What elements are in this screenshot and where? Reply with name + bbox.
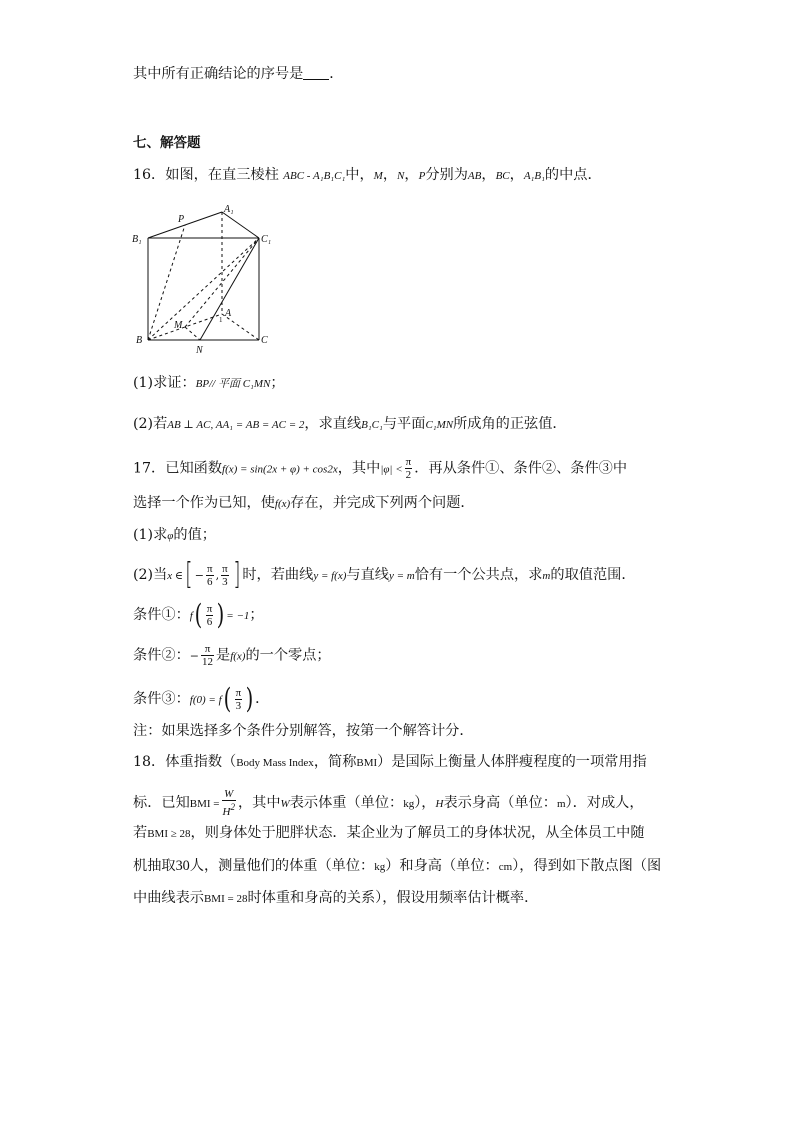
section-title: 七、解答题 bbox=[133, 135, 201, 151]
q17-condition-1: 条件①：f( $\frac{\pi}{6}$ ) = −1； bbox=[133, 598, 264, 631]
segment-NC1 bbox=[200, 238, 259, 340]
label-B: B bbox=[136, 335, 143, 346]
segment-MN bbox=[185, 327, 200, 340]
answer-blank[interactable] bbox=[303, 65, 329, 80]
q18-line2: 标．已知BMI = $\frac{W}{H^2}$ ，其中W表示体重（单位：kg），H表示身高（单位：m）．对成人， bbox=[133, 788, 644, 818]
label-B1: B₁ bbox=[132, 234, 142, 245]
label-A: A bbox=[225, 308, 232, 319]
question-number: 18． bbox=[133, 754, 166, 770]
q17-part2: (2)当x ∈[ − $\frac{\pi}{6}$ , $\frac{\pi}{3}$ ] 时，若曲线y = f(x)与直线y = m恰有一个公共点，求m的取值范围． bbox=[133, 557, 636, 592]
edge-A1C1 bbox=[222, 212, 259, 238]
q16-stem: 16．如图，在直三棱柱 ABC - A₁B₁C₁中，M，N，P分别为AB，BC，A₁B₁的中点． bbox=[133, 167, 602, 183]
q17-stem: 17．已知函数f(x) = sin(2x + φ) + cos2x，其中|φ| < $\frac{\pi}{2}$ ．再从条件①、条件②、条件③中 bbox=[133, 456, 628, 481]
segment-BC1 bbox=[148, 238, 259, 340]
prism-figure bbox=[128, 200, 278, 360]
question-number: 17． bbox=[133, 460, 166, 477]
q17-part1: (1)求φ的值； bbox=[133, 527, 216, 543]
prism-name: ABC - A₁B₁C₁ bbox=[283, 170, 346, 182]
q18-line4: 机抽取30人，测量他们的体重（单位：kg）和身高（单位：cm），得到如下散点图（图 bbox=[133, 858, 662, 874]
q17-condition-3: 条件③：f(0) = f( $\frac{\pi}{3}$ ) ． bbox=[133, 682, 270, 715]
fill-blank-question: 其中所有正确结论的序号是 ． bbox=[133, 66, 344, 82]
label-N: N bbox=[196, 345, 203, 356]
segment-MC1 bbox=[185, 238, 259, 327]
label-C: C bbox=[261, 335, 268, 346]
q17-note: 注：如果选择多个条件分别解答，按第一个解答计分． bbox=[133, 723, 474, 739]
q16-part1: (1)求证：BP// 平面 C₁MN； bbox=[133, 375, 285, 391]
label-C1: C₁ bbox=[261, 234, 272, 245]
q18-line3: 若BMI ≥ 28，则身体处于肥胖状态．某企业为了解员工的身体状况，从全体员工中随 bbox=[133, 825, 645, 841]
q18-line1: 18．体重指数（Body Mass Index，简称BMI）是国际上衡量人体胖瘦程度的一项常用指 bbox=[133, 754, 647, 770]
edge-B1A1 bbox=[148, 212, 222, 238]
label-one: 1 bbox=[219, 316, 223, 324]
q17-condition-2: 条件②：− $\frac{\pi}{12}$ 是f(x)的一个零点； bbox=[133, 643, 331, 668]
label-M: M bbox=[174, 320, 183, 331]
label-P: P bbox=[178, 214, 185, 225]
question-number: 16． bbox=[133, 167, 166, 183]
question-text: 其中所有正确结论的序号是 bbox=[133, 66, 304, 82]
q17-stem-line2: 选择一个作为已知，使f(x)存在，并完成下列两个问题． bbox=[133, 495, 475, 511]
q16-part2: (2)若AB ⊥ AC, AA₁ = AB = AC = 2，求直线B₁C₁与平面C₁MN所成角的正弦值． bbox=[133, 416, 567, 432]
label-A1: A₁ bbox=[224, 204, 234, 215]
q18-line5: 中曲线表示BMI = 28时体重和身高的关系），假设用频率估计概率． bbox=[133, 890, 539, 906]
